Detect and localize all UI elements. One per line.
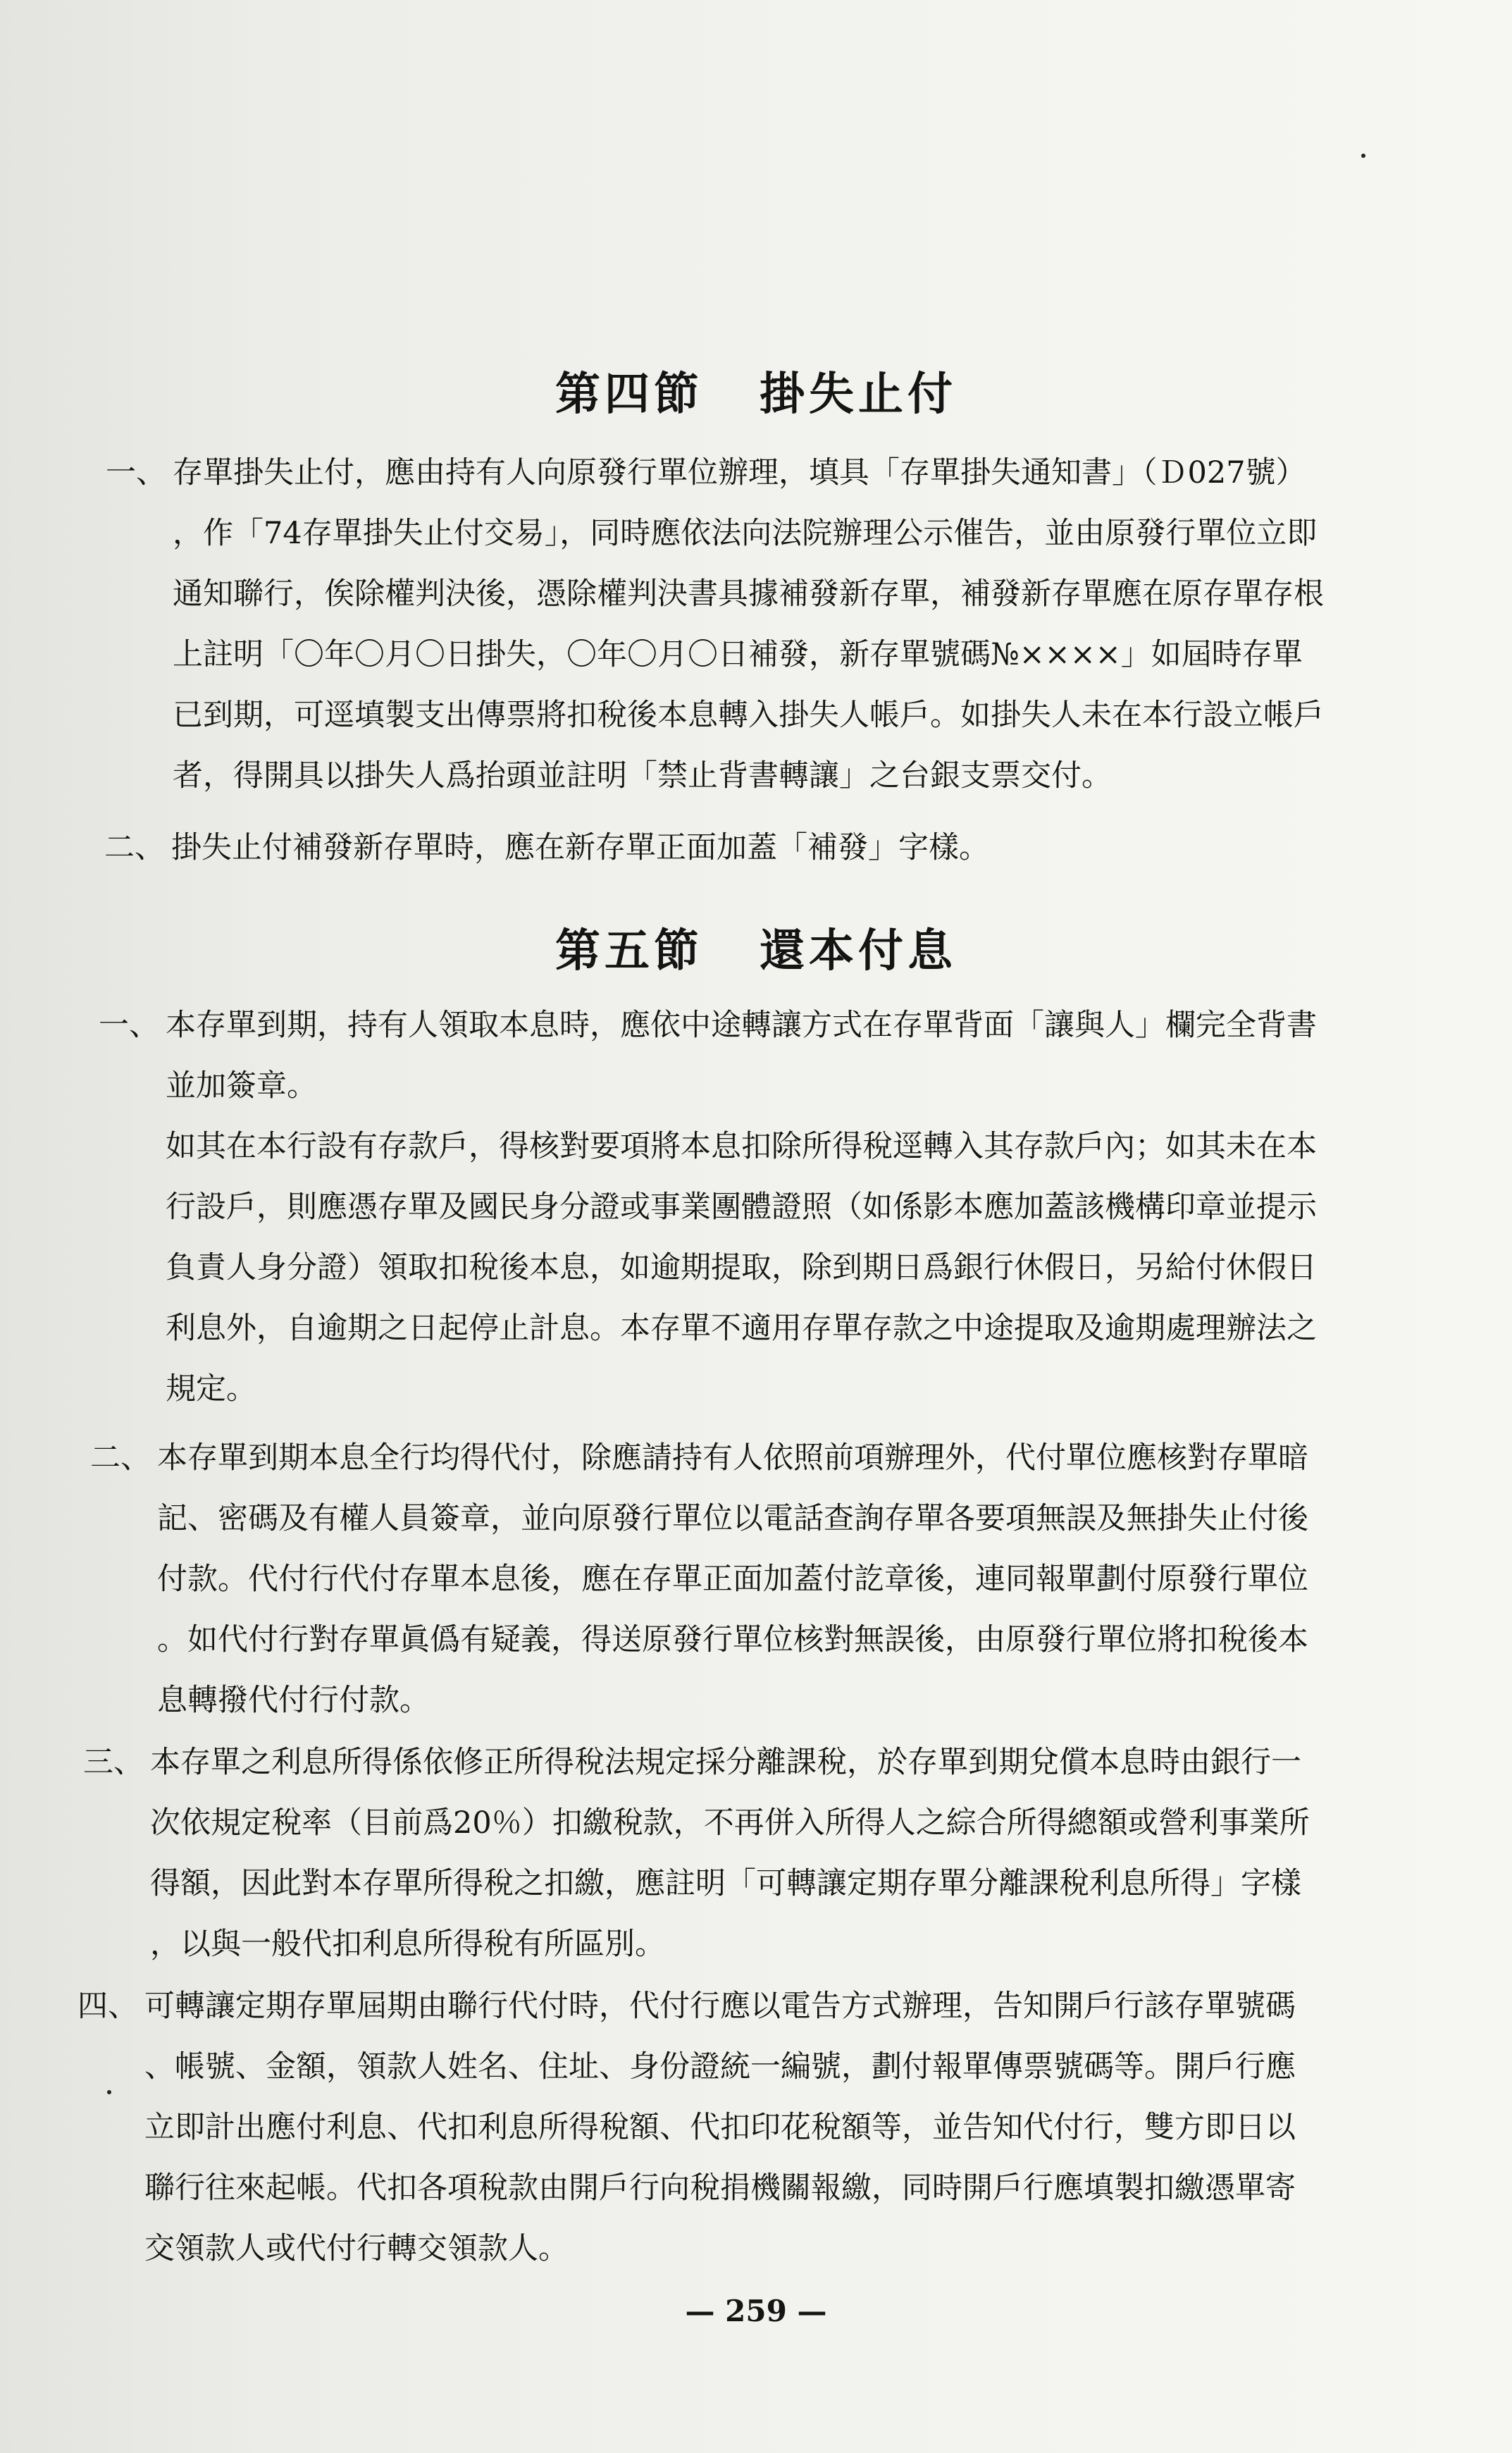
section-4-heading: 掛失止付 [760,368,957,421]
text-line: 上註明「〇年〇月〇日掛失，〇年〇月〇日補發，新存單號碼№××××」如屆時存單 [173,637,1303,672]
text-line: 得額，因此對本存單所得稅之扣繳，應註明「可轉讓定期存單分離課稅利息所得」字樣 [150,1866,1301,1901]
item-text [173,443,1324,806]
text-line: ，作「74存單掛失止付交易」，同時應依法向法院辦理公示催告，並由原發行單位立即 [173,516,1318,551]
item-number: 二、 [104,830,165,865]
ink-speck [107,2090,111,2094]
text-line: 已到期，可逕填製支出傳票將扣稅後本息轉入掛失人帳戶。如掛失人未在本行設立帳戶 [173,698,1324,733]
item-text [150,1732,1310,1975]
text-line: ，以與一般代扣利息所得稅有所區別。 [150,1927,665,1962]
text-line: 掛失止付補發新存單時，應在新存單正面加蓋「補發」字樣。 [171,830,989,865]
item-number: 三、 [83,1745,144,1780]
item-text [171,817,989,878]
item-number: 一、 [99,1008,159,1043]
text-line: 如其在本行設有存款戶，得核對要項將本息扣除所得稅逕轉入其存款戶內；如其未在本 [166,1129,1317,1164]
section-4-number: 第四節 [555,368,703,421]
item-text [166,995,1317,1419]
text-line: 負責人身分證）領取扣稅後本息，如逾期提取，除到期日爲銀行休假日，另給付休假日 [166,1250,1317,1285]
text-line: 、帳號、金額，領款人姓名、住址、身份證統一編號，劃付報單傳票號碼等。開戶行應 [144,2049,1296,2084]
page-number: — 259 — [685,2294,827,2328]
text-line: 存單掛失止付，應由持有人向原發行單位辦理，填具「存單掛失通知書」（Ｄ027號） [173,455,1306,490]
text-line: 本存單到期本息全行均得代付，除應請持有人依照前項辦理外，代付單位應核對存單暗 [157,1440,1308,1476]
item-number: 二、 [90,1440,151,1476]
text-line: 立即計出應付利息、代扣利息所得稅額、代扣印花稅額等，並告知代付行，雙方即日以 [144,2110,1296,2145]
text-line: 本存單到期，持有人領取本息時，應依中途轉讓方式在存單背面「讓與人」欄完全背書 [166,1008,1317,1043]
text-line: 聯行往來起帳。代扣各項稅款由開戶行向稅捐機關報繳，同時開戶行應填製扣繳憑單寄 [144,2170,1296,2206]
text-line: 付款。代付行代付存單本息後，應在存單正面加蓋付訖章後，連同報單劃付原發行單位 [157,1562,1308,1597]
text-line: 可轉讓定期存單屆期由聯行代付時，代付行應以電告方式辦理，告知開戶行該存單號碼 [144,1989,1296,2024]
text-line: 記、密碼及有權人員簽章，並向原發行單位以電話查詢存單各要項無誤及無掛失止付後 [157,1501,1308,1536]
text-line: 息轉撥代付行付款。 [157,1683,430,1718]
text-line: 交領款人或代付行轉交領款人。 [144,2231,569,2266]
text-line: 。如代付行對存單眞僞有疑義，得送原發行單位核對無誤後，由原發行單位將扣稅後本 [157,1622,1308,1657]
section-4-title [0,358,1512,423]
ink-speck [1361,154,1365,158]
text-line: 規定。 [166,1371,256,1407]
text-line: 本存單之利息所得係依修正所得稅法規定採分離課稅，於存單到期兌償本息時由銀行一 [150,1745,1301,1780]
text-line: 利息外，自逾期之日起停止計息。本存單不適用存單存款之中途提取及逾期處理辦法之 [166,1311,1317,1346]
text-line: 次依規定稅率（目前爲20％）扣繳稅款，不再併入所得人之綜合所得總額或營利事業所 [150,1805,1310,1841]
text-line: 者，得開具以掛失人爲抬頭並註明「禁止背書轉讓」之台銀支票交付。 [173,758,1112,793]
text-line: 通知聯行，俟除權判決後，憑除權判決書具據補發新存單，補發新存單應在原存單存根 [173,576,1324,612]
item-text [144,1976,1296,2279]
item-number: 一、 [106,455,166,490]
item-number: 四、 [78,1989,138,2024]
item-text [157,1428,1308,1731]
section-5-heading: 還本付息 [760,925,957,977]
text-line: 行設戶，則應憑存單及國民身分證或事業團體證照（如係影本應加蓋該機構印章並提示 [166,1190,1317,1225]
text-line: 並加簽章。 [166,1068,317,1104]
section-5-number: 第五節 [555,925,703,977]
section-5-title [0,915,1512,980]
